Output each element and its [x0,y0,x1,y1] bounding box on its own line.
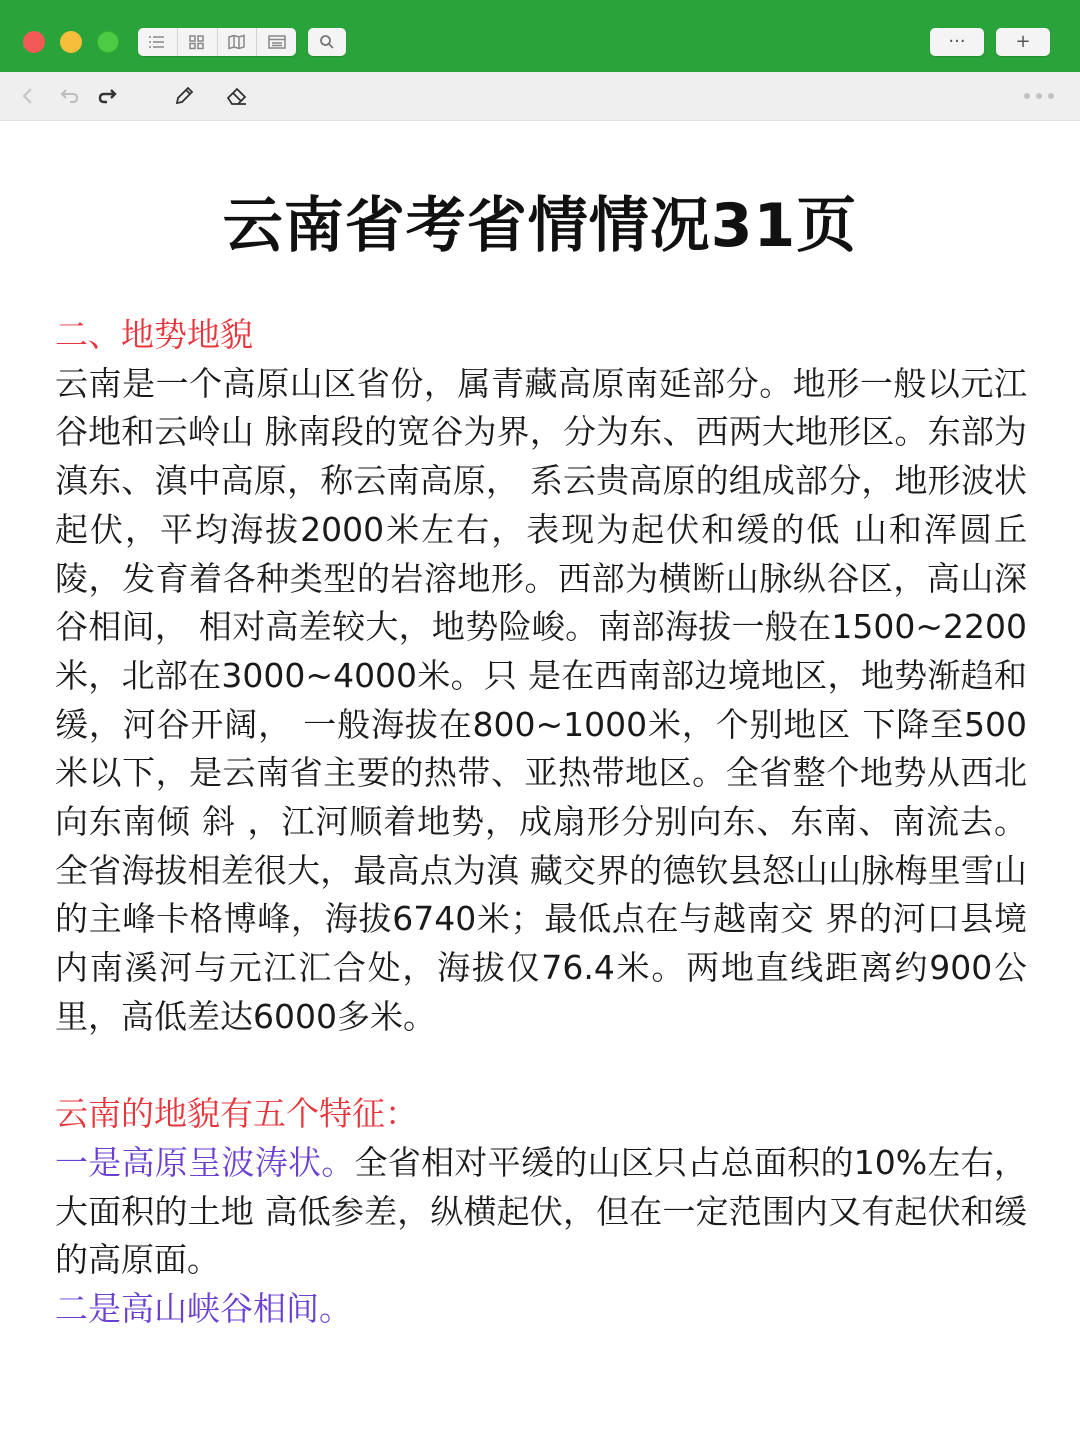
back-icon[interactable] [14,82,42,110]
section-heading: 二、地势地貌 [55,315,253,354]
add-note-button[interactable] [996,28,1050,56]
view-mode-switcher [138,28,296,56]
eraser-icon[interactable] [223,82,251,110]
search-icon[interactable] [308,28,346,56]
feature-1-text: 全省相对平缓的山区只占总面积的10%左右，大面积的土地 高低参差，纵横起伏，但在一定范围内又有起伏和缓的高原面。 [55,1142,1027,1280]
more-options-button[interactable] [930,28,984,56]
add-note-label: + [1015,31,1031,52]
feature-1 [55,1139,1027,1285]
grid-view-icon[interactable] [178,28,218,56]
redo-icon[interactable] [93,82,121,110]
window-titlebar [0,0,1080,72]
feature-1-lead: 一是高原呈波涛状。 [55,1142,355,1182]
undo-icon[interactable] [56,82,84,110]
more-dots-icon[interactable] [1024,82,1054,110]
pencil-icon[interactable] [170,82,198,110]
page-title: 云南省考省情情况31页 [222,191,858,261]
zoom-window-button[interactable] [97,31,119,53]
document-body [55,311,1027,1334]
more-options-label: ··· [948,31,966,52]
minimize-window-button[interactable] [60,31,82,53]
features-heading: 云南的地貌有五个特征： [55,1094,418,1134]
calendar-view-icon[interactable] [257,28,296,56]
map-view-icon[interactable] [218,28,258,56]
close-window-button[interactable] [23,31,45,53]
feature-2-lead: 二是高山峡谷相间。 [55,1289,352,1329]
paragraph-spacer [55,1042,1027,1091]
terrain-paragraph: 云南是一个高原山区省份，属青藏高原南延部分。地形一般以元江谷地和云岭山 脉南段的宽谷为界，分为东、西两大地形区。东部为滇东、滇中高原，称云南高原， 系云贵高原的组成部分，地形波状起伏，平均海拔2000米左右，表现为起伏和缓的低 山和浑圆丘陵，发育着各种类型的岩溶地形。西部为横断山脉纵谷区，高山深谷相间， 相对高差较大，地势险峻。南部海拔一般在1500~2200米，北部在3000~4000米。只 是在西南部边境地区，地势渐趋和缓，河谷开阔， 一般海拔在800~1000米，个别地区 下降至500米以下，是云南省主要的热带、亚热带地区。全省整个地势从西北向东南倾 斜 ，江河顺着地势，成扇形分别向东、东南、南流去。全省海拔相差很大，最高点为滇 藏交界的德钦县怒山山脉梅里雪山的主峰卡格博峰，海拔6740米；最低点在与越南交 界的河口县境内南溪河与元江汇合处，海拔仅76.4米。两地直线距离约900公里，高低差达6000多米。 [55,363,1027,1036]
editing-toolbar [0,72,1080,121]
list-view-icon[interactable] [138,28,178,56]
